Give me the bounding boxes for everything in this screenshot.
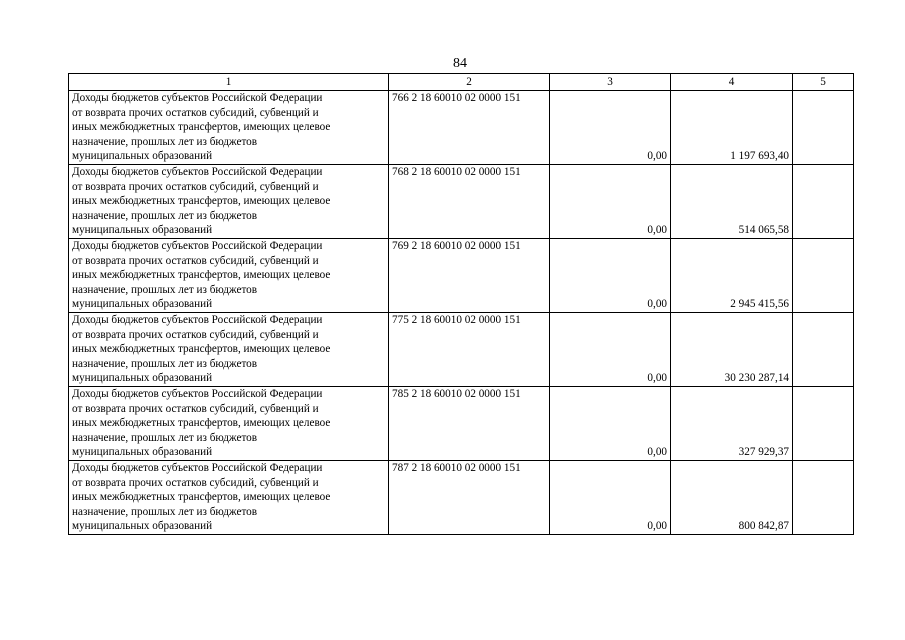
income-name-line: иных межбюджетных трансфертов, имеющих целевое <box>72 491 331 504</box>
budget-code-cell: 769 2 18 60010 02 0000 151 <box>389 239 550 313</box>
table-row <box>69 387 854 461</box>
income-name-line: муниципальных образований <box>72 224 213 237</box>
column-header-4: 4 <box>671 74 793 91</box>
income-name-line: назначение, прошлых лет из бюджетов <box>72 135 258 148</box>
column-3-value-cell: 0,00 <box>550 387 671 461</box>
column-5-value-cell <box>793 91 854 165</box>
budget-code-cell: 787 2 18 60010 02 0000 151 <box>389 461 550 535</box>
table-header-row <box>69 74 854 91</box>
budget-code-cell: 785 2 18 60010 02 0000 151 <box>389 387 550 461</box>
income-name-line: Доходы бюджетов субъектов Российской Федерации <box>72 388 323 400</box>
income-name-line: иных межбюджетных трансфертов, имеющих целевое <box>72 343 331 356</box>
income-name-line: от возврата прочих остатков субсидий, субвенций и <box>72 476 319 489</box>
column-5-value-cell <box>793 239 854 313</box>
income-name-line: иных межбюджетных трансфертов, имеющих целевое <box>72 195 331 208</box>
income-name-cell <box>69 313 389 387</box>
column-5-value-cell <box>793 387 854 461</box>
income-name-line: иных межбюджетных трансфертов, имеющих целевое <box>72 269 331 282</box>
income-name-line: назначение, прошлых лет из бюджетов <box>72 357 258 370</box>
table-row <box>69 165 854 239</box>
column-5-value-cell <box>793 165 854 239</box>
income-name-line: иных межбюджетных трансфертов, имеющих целевое <box>72 417 331 430</box>
column-3-value-cell: 0,00 <box>550 313 671 387</box>
column-5-value-cell <box>793 461 854 535</box>
income-name-line: Доходы бюджетов субъектов Российской Федерации <box>72 314 323 326</box>
column-4-value-cell: 514 065,58 <box>671 165 793 239</box>
income-name-line: от возврата прочих остатков субсидий, субвенций и <box>72 402 319 415</box>
table-row <box>69 91 854 165</box>
income-name-line: назначение, прошлых лет из бюджетов <box>72 505 258 518</box>
income-name-line: муниципальных образований <box>72 372 213 385</box>
table-body <box>69 91 854 535</box>
income-name-line: муниципальных образований <box>72 520 213 533</box>
income-name-line: Доходы бюджетов субъектов Российской Федерации <box>72 166 323 178</box>
budget-code-cell: 768 2 18 60010 02 0000 151 <box>389 165 550 239</box>
income-name-line: от возврата прочих остатков субсидий, субвенций и <box>72 180 319 193</box>
column-4-value-cell: 327 929,37 <box>671 387 793 461</box>
income-name-cell <box>69 387 389 461</box>
income-name-line: муниципальных образований <box>72 298 213 311</box>
income-name-line: иных межбюджетных трансфертов, имеющих целевое <box>72 121 331 134</box>
income-name-line: от возврата прочих остатков субсидий, субвенций и <box>72 254 319 267</box>
column-header-3: 3 <box>550 74 671 91</box>
table-row <box>69 461 854 535</box>
income-name-line: назначение, прошлых лет из бюджетов <box>72 431 258 444</box>
income-name-line: муниципальных образований <box>72 446 213 459</box>
column-3-value-cell: 0,00 <box>550 239 671 313</box>
income-name-cell <box>69 91 389 165</box>
column-3-value-cell: 0,00 <box>550 461 671 535</box>
income-name-cell <box>69 461 389 535</box>
page-number: 84 <box>453 56 467 71</box>
budget-table <box>68 73 854 535</box>
column-5-value-cell <box>793 313 854 387</box>
income-name-cell <box>69 165 389 239</box>
income-name-line: назначение, прошлых лет из бюджетов <box>72 209 258 222</box>
budget-code-cell: 766 2 18 60010 02 0000 151 <box>389 91 550 165</box>
income-name-line: от возврата прочих остатков субсидий, субвенций и <box>72 106 319 119</box>
income-name-line: Доходы бюджетов субъектов Российской Федерации <box>72 92 323 104</box>
column-4-value-cell: 30 230 287,14 <box>671 313 793 387</box>
column-4-value-cell: 2 945 415,56 <box>671 239 793 313</box>
column-4-value-cell: 1 197 693,40 <box>671 91 793 165</box>
budget-code-cell: 775 2 18 60010 02 0000 151 <box>389 313 550 387</box>
income-name-line: от возврата прочих остатков субсидий, субвенций и <box>72 328 319 341</box>
income-name-line: назначение, прошлых лет из бюджетов <box>72 283 258 296</box>
column-header-1: 1 <box>69 74 389 91</box>
column-3-value-cell: 0,00 <box>550 91 671 165</box>
table-row <box>69 239 854 313</box>
column-4-value-cell: 800 842,87 <box>671 461 793 535</box>
column-3-value-cell: 0,00 <box>550 165 671 239</box>
income-name-cell <box>69 239 389 313</box>
column-header-2: 2 <box>389 74 550 91</box>
income-name-line: Доходы бюджетов субъектов Российской Федерации <box>72 462 323 474</box>
table-row <box>69 313 854 387</box>
income-name-line: муниципальных образований <box>72 150 213 163</box>
column-header-5: 5 <box>793 74 854 91</box>
income-name-line: Доходы бюджетов субъектов Российской Федерации <box>72 240 323 252</box>
